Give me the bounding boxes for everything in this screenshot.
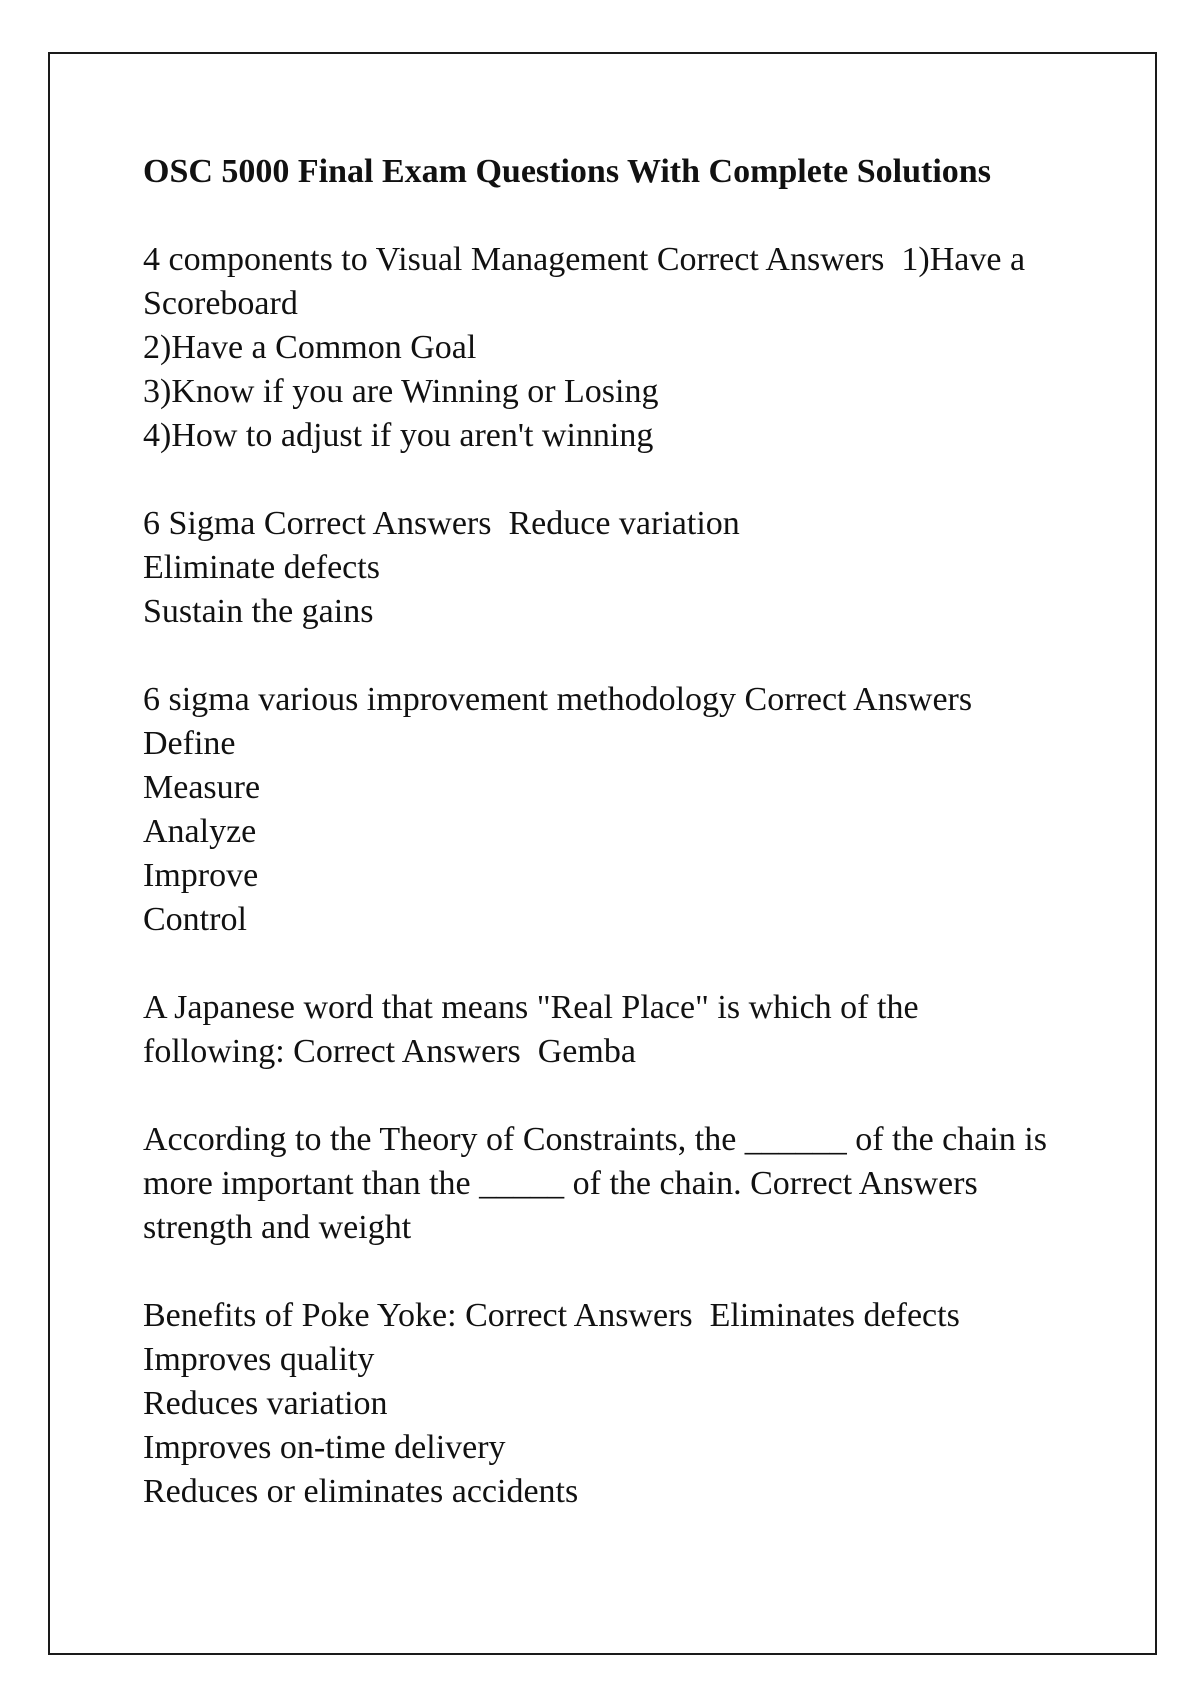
qa-item: [143, 502, 1063, 634]
answer-line: Eliminate defects: [143, 549, 380, 586]
qa-item: [143, 1294, 1063, 1514]
answer-line: Improves on-time delivery: [143, 1429, 506, 1466]
answer-line: Define: [143, 725, 236, 762]
qa-question: 6 Sigma: [143, 505, 256, 542]
qa-question: 4 components to Visual Management: [143, 241, 649, 278]
answer-line: Improve: [143, 857, 259, 894]
answer-line: Control: [143, 901, 247, 938]
answer-line: Sustain the gains: [143, 593, 374, 630]
answer-line: Reduces or eliminates accidents: [143, 1473, 579, 1510]
answer-line: Measure: [143, 769, 261, 806]
answer-line: 4)How to adjust if you aren't winning: [143, 417, 654, 454]
answer-text: Eliminates defects: [709, 1297, 960, 1334]
qa-item: [143, 238, 1063, 458]
qa-question: According to the Theory of Constraints, the ______ of the chain is more important than the _____ of the chain.: [143, 1121, 1047, 1202]
answer-label: Correct Answers: [750, 1165, 978, 1202]
answer-text: 1)Have a Scoreboard: [143, 241, 1026, 322]
answer-text: strength and weight: [143, 1209, 412, 1246]
answer-label: Correct Answers: [744, 681, 973, 718]
answer-line: Improves quality: [143, 1341, 375, 1378]
answer-label: Correct Answers: [465, 1297, 693, 1334]
answer-line: Analyze: [143, 813, 257, 850]
qa-item: [143, 678, 1063, 942]
qa-item: [143, 986, 1063, 1074]
answer-line: 2)Have a Common Goal: [143, 329, 477, 366]
answer-text: Reduce variation: [508, 505, 740, 542]
answer-line: 3)Know if you are Winning or Losing: [143, 373, 659, 410]
qa-question: A Japanese word that means "Real Place" is which of the following:: [143, 989, 919, 1070]
answer-label: Correct Answers: [656, 241, 885, 278]
answer-label: Correct Answers: [293, 1033, 521, 1070]
document-body: [143, 150, 1063, 1558]
answer-line: Reduces variation: [143, 1385, 388, 1422]
answer-text: Gemba: [537, 1033, 636, 1070]
qa-item: [143, 1118, 1063, 1250]
qa-question: Benefits of Poke Yoke:: [143, 1297, 457, 1334]
qa-question: 6 sigma various improvement methodology: [143, 681, 737, 718]
answer-label: Correct Answers: [263, 505, 492, 542]
document-title: OSC 5000 Final Exam Questions With Complete Solutions: [143, 153, 991, 190]
